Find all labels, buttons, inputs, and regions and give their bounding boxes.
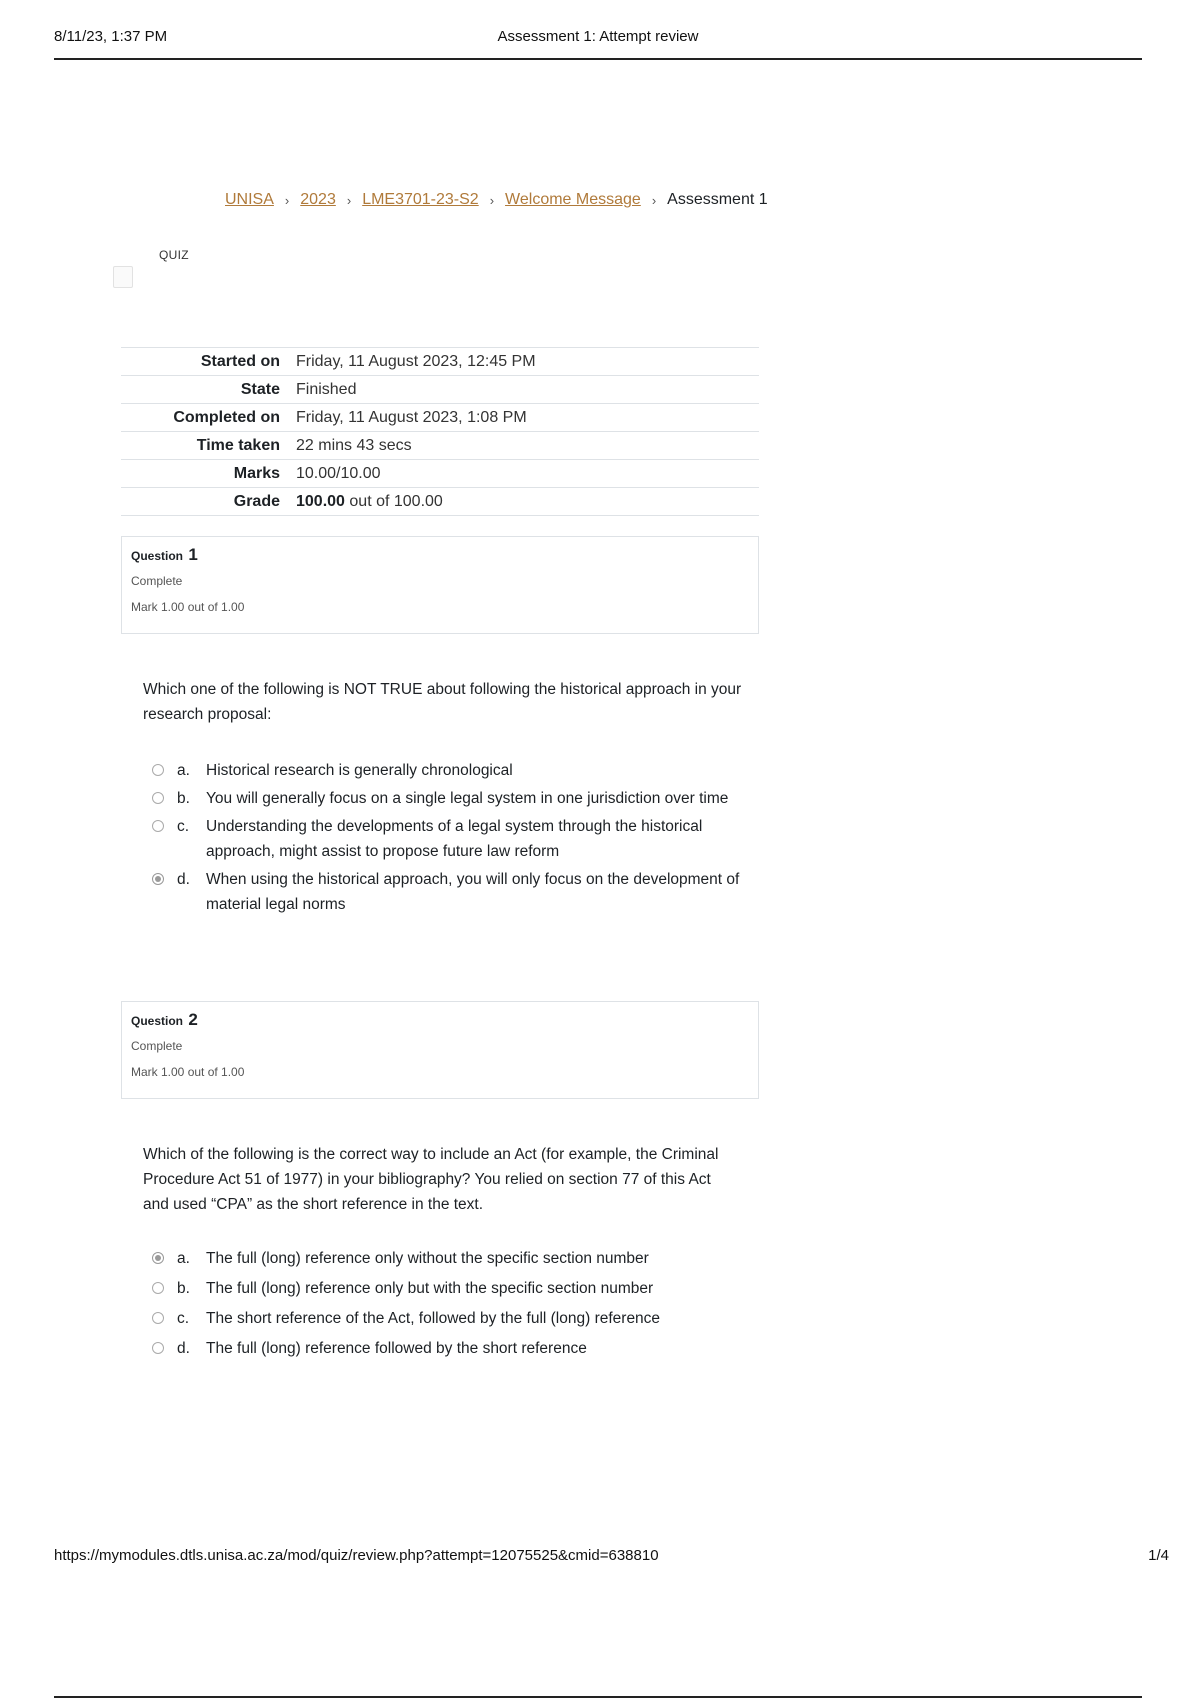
breadcrumb-link-year[interactable]: 2023	[300, 191, 336, 208]
question-title	[131, 545, 749, 565]
question-state: Complete	[131, 1039, 183, 1053]
question-1-answers	[152, 758, 752, 917]
answer-letter: d.	[177, 871, 190, 888]
question-title-prefix: Question	[131, 549, 184, 563]
radio-button[interactable]	[152, 1282, 164, 1294]
radio-button[interactable]	[152, 1342, 164, 1354]
summary-label: Completed on	[173, 408, 280, 426]
question-2-answers	[152, 1246, 752, 1361]
answer-text: The short reference of the Act, followed by the full (long) reference	[206, 1310, 661, 1327]
summary-row	[121, 376, 759, 404]
question-2-text: Which of the following is the correct way to include an Act (for example, the Criminal Procedure Act 51 of 1977) in your bibliography? You relied on section 77 of this Act and used “CPA” as the short reference in the text.	[143, 1146, 719, 1213]
answer-text: You will generally focus on a single legal system in one jurisdiction over time	[206, 790, 729, 807]
print-header	[54, 22, 1142, 60]
grade-suffix: out of 100.00	[349, 492, 443, 510]
summary-label: Grade	[233, 492, 280, 510]
summary-value: 22 mins 43 secs	[296, 436, 412, 454]
summary-row	[121, 348, 759, 376]
activity-type-label: QUIZ	[159, 248, 189, 262]
breadcrumb-current: Assessment 1	[667, 191, 768, 208]
answer-option[interactable]	[152, 867, 752, 917]
answer-option[interactable]	[152, 758, 752, 783]
answer-letter: c.	[177, 1310, 190, 1327]
answer-text: When using the historical approach, you will only focus on the development of material legal norms	[206, 871, 740, 913]
page-url: https://mymodules.dtls.unisa.ac.za/mod/quiz/review.php?attempt=12075525&cmid=638810	[54, 1547, 659, 1564]
chevron-right-icon: ›	[489, 192, 495, 208]
breadcrumb-link-course[interactable]: LME3701-23-S2	[362, 191, 479, 208]
radio-button-selected[interactable]	[152, 873, 164, 885]
summary-value: Finished	[296, 380, 357, 398]
summary-label: Started on	[200, 352, 280, 370]
summary-row-grade	[121, 488, 759, 516]
summary-label: Time taken	[196, 436, 280, 454]
summary-value: Friday, 11 August 2023, 12:45 PM	[296, 352, 536, 370]
chevron-right-icon: ›	[284, 192, 290, 208]
chevron-right-icon: ›	[346, 192, 352, 208]
answer-letter: d.	[177, 1340, 190, 1357]
answer-letter: b.	[177, 790, 190, 807]
answer-option[interactable]	[152, 814, 752, 864]
chevron-right-icon: ›	[651, 192, 657, 208]
radio-button[interactable]	[152, 764, 164, 776]
answer-option[interactable]	[152, 1276, 752, 1301]
question-number: 2	[188, 1010, 198, 1029]
answer-text: Historical research is generally chronological	[206, 762, 513, 779]
summary-row	[121, 460, 759, 488]
breadcrumb-link-unisa[interactable]: UNISA	[225, 191, 274, 208]
answer-option[interactable]	[152, 1336, 752, 1361]
question-number: 1	[188, 545, 198, 564]
page-number: 1/4	[1148, 1547, 1169, 1564]
grade-score: 100.00	[296, 492, 345, 510]
summary-value: Friday, 11 August 2023, 1:08 PM	[296, 408, 527, 426]
question-grade: Mark 1.00 out of 1.00	[131, 1065, 245, 1079]
answer-letter: a.	[177, 1250, 190, 1267]
radio-button[interactable]	[152, 820, 164, 832]
question-1-text: Which one of the following is NOT TRUE about following the historical approach in your research proposal:	[143, 681, 742, 723]
answer-option[interactable]	[152, 786, 752, 811]
summary-row	[121, 432, 759, 460]
answer-option[interactable]	[152, 1246, 752, 1271]
answer-letter: c.	[177, 818, 190, 835]
radio-button[interactable]	[152, 792, 164, 804]
question-title	[131, 1010, 749, 1030]
page-divider	[54, 1696, 1142, 1698]
answer-text: The full (long) reference only without the specific section number	[206, 1250, 649, 1267]
radio-button-selected[interactable]	[152, 1252, 164, 1264]
print-date: 8/11/23, 1:37 PM	[54, 28, 168, 45]
question-state: Complete	[131, 574, 183, 588]
quiz-icon	[113, 266, 133, 288]
answer-text: Understanding the developments of a legal system through the historical approach, might assist to propose future law reform	[206, 818, 703, 860]
breadcrumb-link-section[interactable]: Welcome Message	[505, 191, 641, 208]
answer-letter: b.	[177, 1280, 190, 1297]
question-title-prefix: Question	[131, 1014, 184, 1028]
breadcrumb	[225, 191, 768, 209]
answer-option[interactable]	[152, 1306, 752, 1331]
summary-row	[121, 404, 759, 432]
question-2-info	[121, 1001, 759, 1099]
question-grade: Mark 1.00 out of 1.00	[131, 600, 245, 614]
attempt-summary-table	[121, 347, 759, 516]
print-page-title: Assessment 1: Attempt review	[497, 28, 699, 45]
question-1-info	[121, 536, 759, 634]
summary-label: State	[240, 380, 280, 398]
summary-label: Marks	[233, 464, 280, 482]
summary-grade-value	[296, 488, 759, 516]
radio-button[interactable]	[152, 1312, 164, 1324]
summary-value: 10.00/10.00	[296, 464, 381, 482]
answer-text: The full (long) reference only but with the specific section number	[206, 1280, 654, 1297]
answer-letter: a.	[177, 762, 190, 779]
answer-text: The full (long) reference followed by the short reference	[206, 1340, 587, 1357]
